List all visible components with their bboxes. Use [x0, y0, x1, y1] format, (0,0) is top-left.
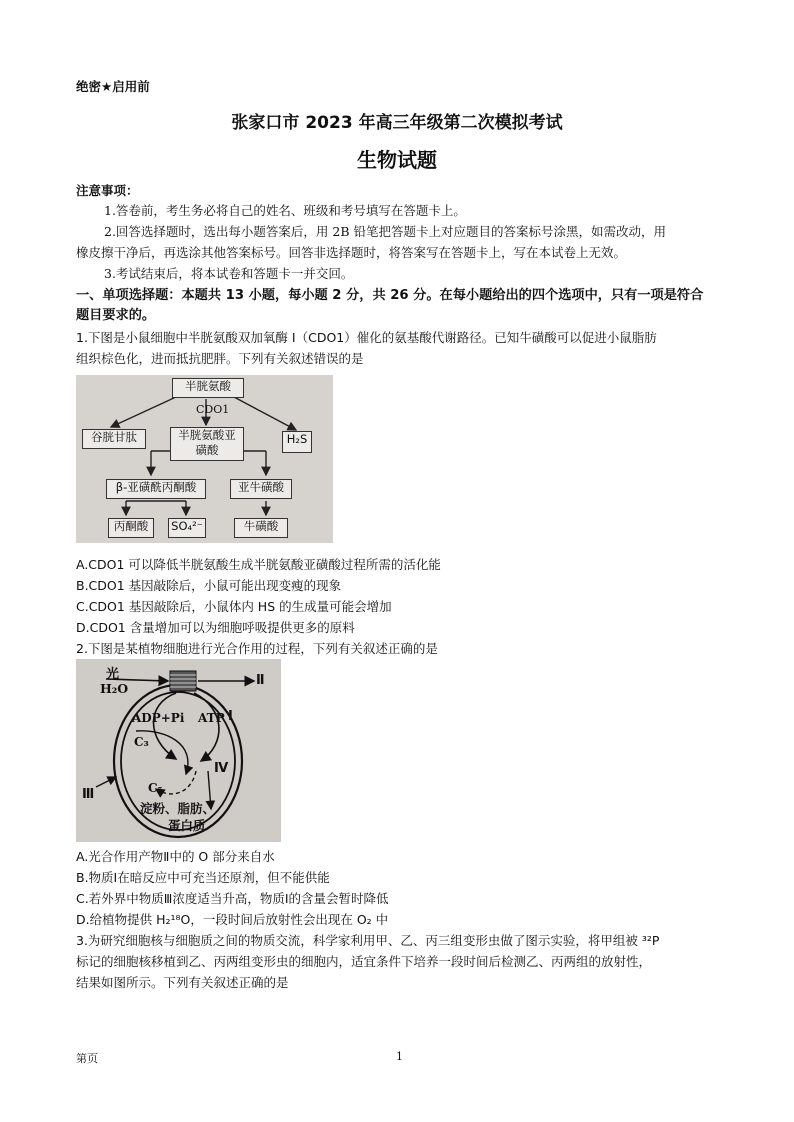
hypotaurine-box: 亚牛磺酸 [230, 479, 292, 499]
notice-item-3: 3.考试结束后，将本试卷和答题卡一并交回。 [104, 266, 354, 281]
atp-label: ATP [198, 711, 225, 725]
footer-page-number: 1 [396, 1050, 403, 1063]
q2-option-c: C.若外界中物质Ⅲ浓度适当升高，物质Ⅰ的含量会暂时降低 [76, 891, 389, 906]
section-heading-cont: 题目要求的。 [76, 308, 156, 323]
c3-label: C₃ [134, 735, 149, 749]
q3-stem: 3.为研究细胞核与细胞质之间的物质交流，科学家利用甲、乙、丙三组变形虫做了图示实验，将甲组被 ³²P [76, 933, 660, 948]
csa-line1: 半胱氨酸亚 [178, 428, 236, 442]
taurine-box: 牛磺酸 [234, 518, 288, 538]
products-line2: 蛋白质 [168, 818, 206, 833]
products-line1: 淀粉、脂肪、 [140, 801, 216, 816]
beta-sulfinylpyruvate-box: β-亚磺酰丙酮酸 [106, 479, 206, 499]
product-ii-label: Ⅱ [256, 673, 265, 688]
q1-pathway-figure [76, 375, 333, 543]
q1-option-c: C.CDO1 基因敲除后，小鼠体内 HS 的生成量可能会增加 [76, 599, 392, 614]
exam-title: 张家口市 2023 年高三年级第二次模拟考试 [231, 113, 563, 133]
q2-chloroplast-figure [76, 659, 281, 842]
cdo1-label: CDO1 [196, 403, 230, 416]
substance-iv-label: Ⅳ [214, 761, 229, 776]
subject-title: 生物试题 [357, 148, 437, 172]
notice-heading: 注意事项： [76, 183, 139, 198]
light-label: 光 [106, 667, 120, 682]
q2-stem: 2.下图是某植物细胞进行光合作用的过程，下列有关叙述正确的是 [76, 641, 438, 656]
substance-i-label: Ⅰ [228, 709, 233, 724]
q1-stem: 1.下图是小鼠细胞中半胱氨酸双加氧酶 Ⅰ（CDO1）催化的氨基酸代谢路径。已知牛磺酸可以促进小鼠脂肪 [76, 330, 657, 345]
h2s-box: H₂S [282, 431, 312, 453]
notice-item-2: 2.回答选择题时，选出每小题答案后，用 2B 铅笔把答题卡上对应题目的答案标号涂黑，如需改动，用 [104, 224, 667, 239]
adp-pi-label: ADP+Pi [132, 711, 185, 725]
sulfate-box: SO₄²⁻ [168, 518, 206, 538]
cysteine-box: 半胱氨酸 [172, 378, 244, 398]
notice-item-1: 1.答卷前，考生务必将自己的姓名、班级和考号填写在答题卡上。 [104, 203, 466, 218]
q2-option-a: A.光合作用产物Ⅱ中的 O 部分来自水 [76, 849, 275, 864]
q2-option-b: B.物质Ⅰ在暗反应中可充当还原剂，但不能供能 [76, 870, 330, 885]
q1-stem-cont: 组织棕色化，进而抵抗肥胖。下列有关叙述错误的是 [76, 351, 364, 366]
q1-option-a: A.CDO1 可以降低半胱氨酸生成半胱氨酸亚磺酸过程所需的活化能 [76, 557, 441, 572]
cysteine-sulfinic-acid-box [170, 427, 244, 461]
pyruvate-box: 丙酮酸 [108, 518, 154, 538]
q1-option-b: B.CDO1 基因敲除后，小鼠可能出现变瘦的现象 [76, 578, 342, 593]
q3-stem-cont2: 结果如图所示。下列有关叙述正确的是 [76, 975, 289, 990]
substance-iii-label: Ⅲ [82, 787, 95, 802]
notice-item-2-cont: 橡皮擦干净后，再选涂其他答案标号。回答非选择题时，将答案写在答题卡上，写在本试卷上无效。 [76, 245, 627, 260]
csa-line2: 磺酸 [195, 443, 219, 457]
glutathione-box: 谷胱甘肽 [82, 429, 146, 449]
section-heading: 一、单项选择题：本题共 13 小题，每小题 2 分，共 26 分。在每小题给出的四个选项中，只有一项是符合 [76, 288, 704, 303]
q3-stem-cont1: 标记的细胞核移植到乙、丙两组变形虫的细胞内，适宜条件下培养一段时间后检测乙、丙两组的放射性， [76, 954, 652, 969]
q2-option-d: D.给植物提供 H₂¹⁸O，一段时间后放射性会出现在 O₂ 中 [76, 912, 389, 927]
secret-label: 绝密★启用前 [76, 79, 150, 94]
c5-label: C₅ [148, 781, 163, 795]
footer-page-label: 第页 [76, 1052, 98, 1065]
q1-option-d: D.CDO1 含量增加可以为细胞呼吸提供更多的原料 [76, 620, 355, 635]
water-label: H₂O [100, 681, 129, 696]
